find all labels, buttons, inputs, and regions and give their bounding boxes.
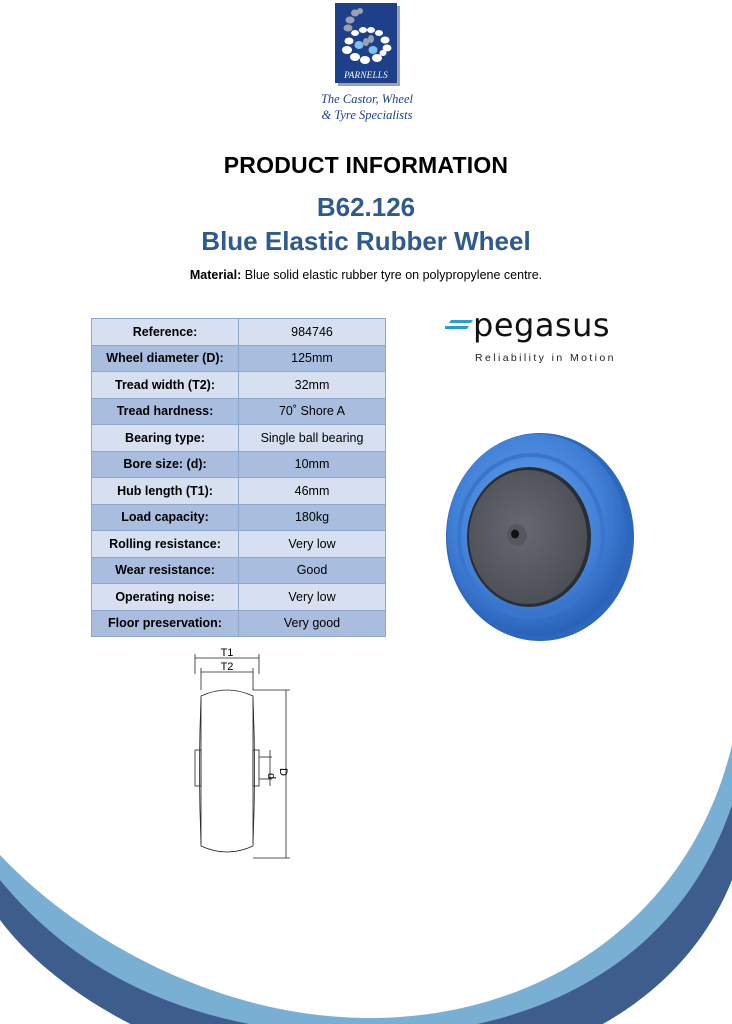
spec-value: 10mm (239, 451, 386, 478)
parnells-logo (335, 3, 397, 83)
material-label: Material: (189, 268, 242, 282)
table-row (92, 531, 386, 558)
label-d-large: D (277, 768, 289, 776)
spec-value: 70˚ Shore A (239, 398, 386, 425)
page-title: PRODUCT INFORMATION (223, 152, 509, 178)
spec-table (91, 318, 386, 637)
logo-tagline (300, 91, 434, 123)
spec-label: Operating noise: (92, 584, 239, 611)
label-t1: T1 (220, 647, 234, 659)
table-row (92, 478, 386, 505)
material-description (0, 268, 732, 282)
spec-label: Floor preservation: (92, 610, 239, 637)
spec-value: 125mm (239, 345, 386, 372)
table-row (92, 319, 386, 346)
spec-label: Wear resistance: (92, 557, 239, 584)
parnells-brand-text: PARNELLS (344, 70, 388, 80)
spec-label: Hub length (T1): (92, 478, 239, 505)
spec-label: Tread hardness: (92, 398, 239, 425)
spec-label: Wheel diameter (D): (92, 345, 239, 372)
label-t2: T2 (220, 661, 234, 673)
spec-label: Reference: (92, 319, 239, 346)
tagline-line-2: & Tyre Specialists (321, 108, 413, 122)
table-row (92, 451, 386, 478)
table-row (92, 610, 386, 637)
spec-label: Tread width (T2): (92, 372, 239, 399)
spec-value: Very good (239, 610, 386, 637)
table-row (92, 557, 386, 584)
table-row (92, 398, 386, 425)
material-text: Blue solid elastic rubber tyre on polypropylene centre. (241, 268, 543, 282)
spec-label: Rolling resistance: (92, 531, 239, 558)
pegasus-stripes-icon (445, 312, 475, 342)
wheel-dimension-drawing (180, 640, 300, 860)
spec-label: Bearing type: (92, 425, 239, 452)
spec-value: 32mm (239, 372, 386, 399)
spec-value: Very low (239, 531, 386, 558)
spec-value: 180kg (239, 504, 386, 531)
product-name: Blue Elastic Rubber Wheel (201, 226, 531, 256)
spec-label: Load capacity: (92, 504, 239, 531)
spec-value: 46mm (239, 478, 386, 505)
table-row (92, 504, 386, 531)
label-d-small: d (265, 773, 277, 780)
pegasus-tagline: Reliability in Motion (475, 352, 616, 364)
spec-value: Very low (239, 584, 386, 611)
spec-value: Single ball bearing (239, 425, 386, 452)
spec-label: Bore size: (d): (92, 451, 239, 478)
table-row (92, 425, 386, 452)
pegasus-logo (445, 306, 625, 344)
spec-value: 984746 (239, 319, 386, 346)
table-row (92, 372, 386, 399)
table-row (92, 584, 386, 611)
pegasus-brand-text: pegasus (473, 306, 611, 344)
wheel-product-image (443, 431, 643, 646)
table-row (92, 345, 386, 372)
product-code: B62.126 (316, 192, 416, 222)
tagline-line-1: The Castor, Wheel (320, 92, 413, 106)
spec-value: Good (239, 557, 386, 584)
